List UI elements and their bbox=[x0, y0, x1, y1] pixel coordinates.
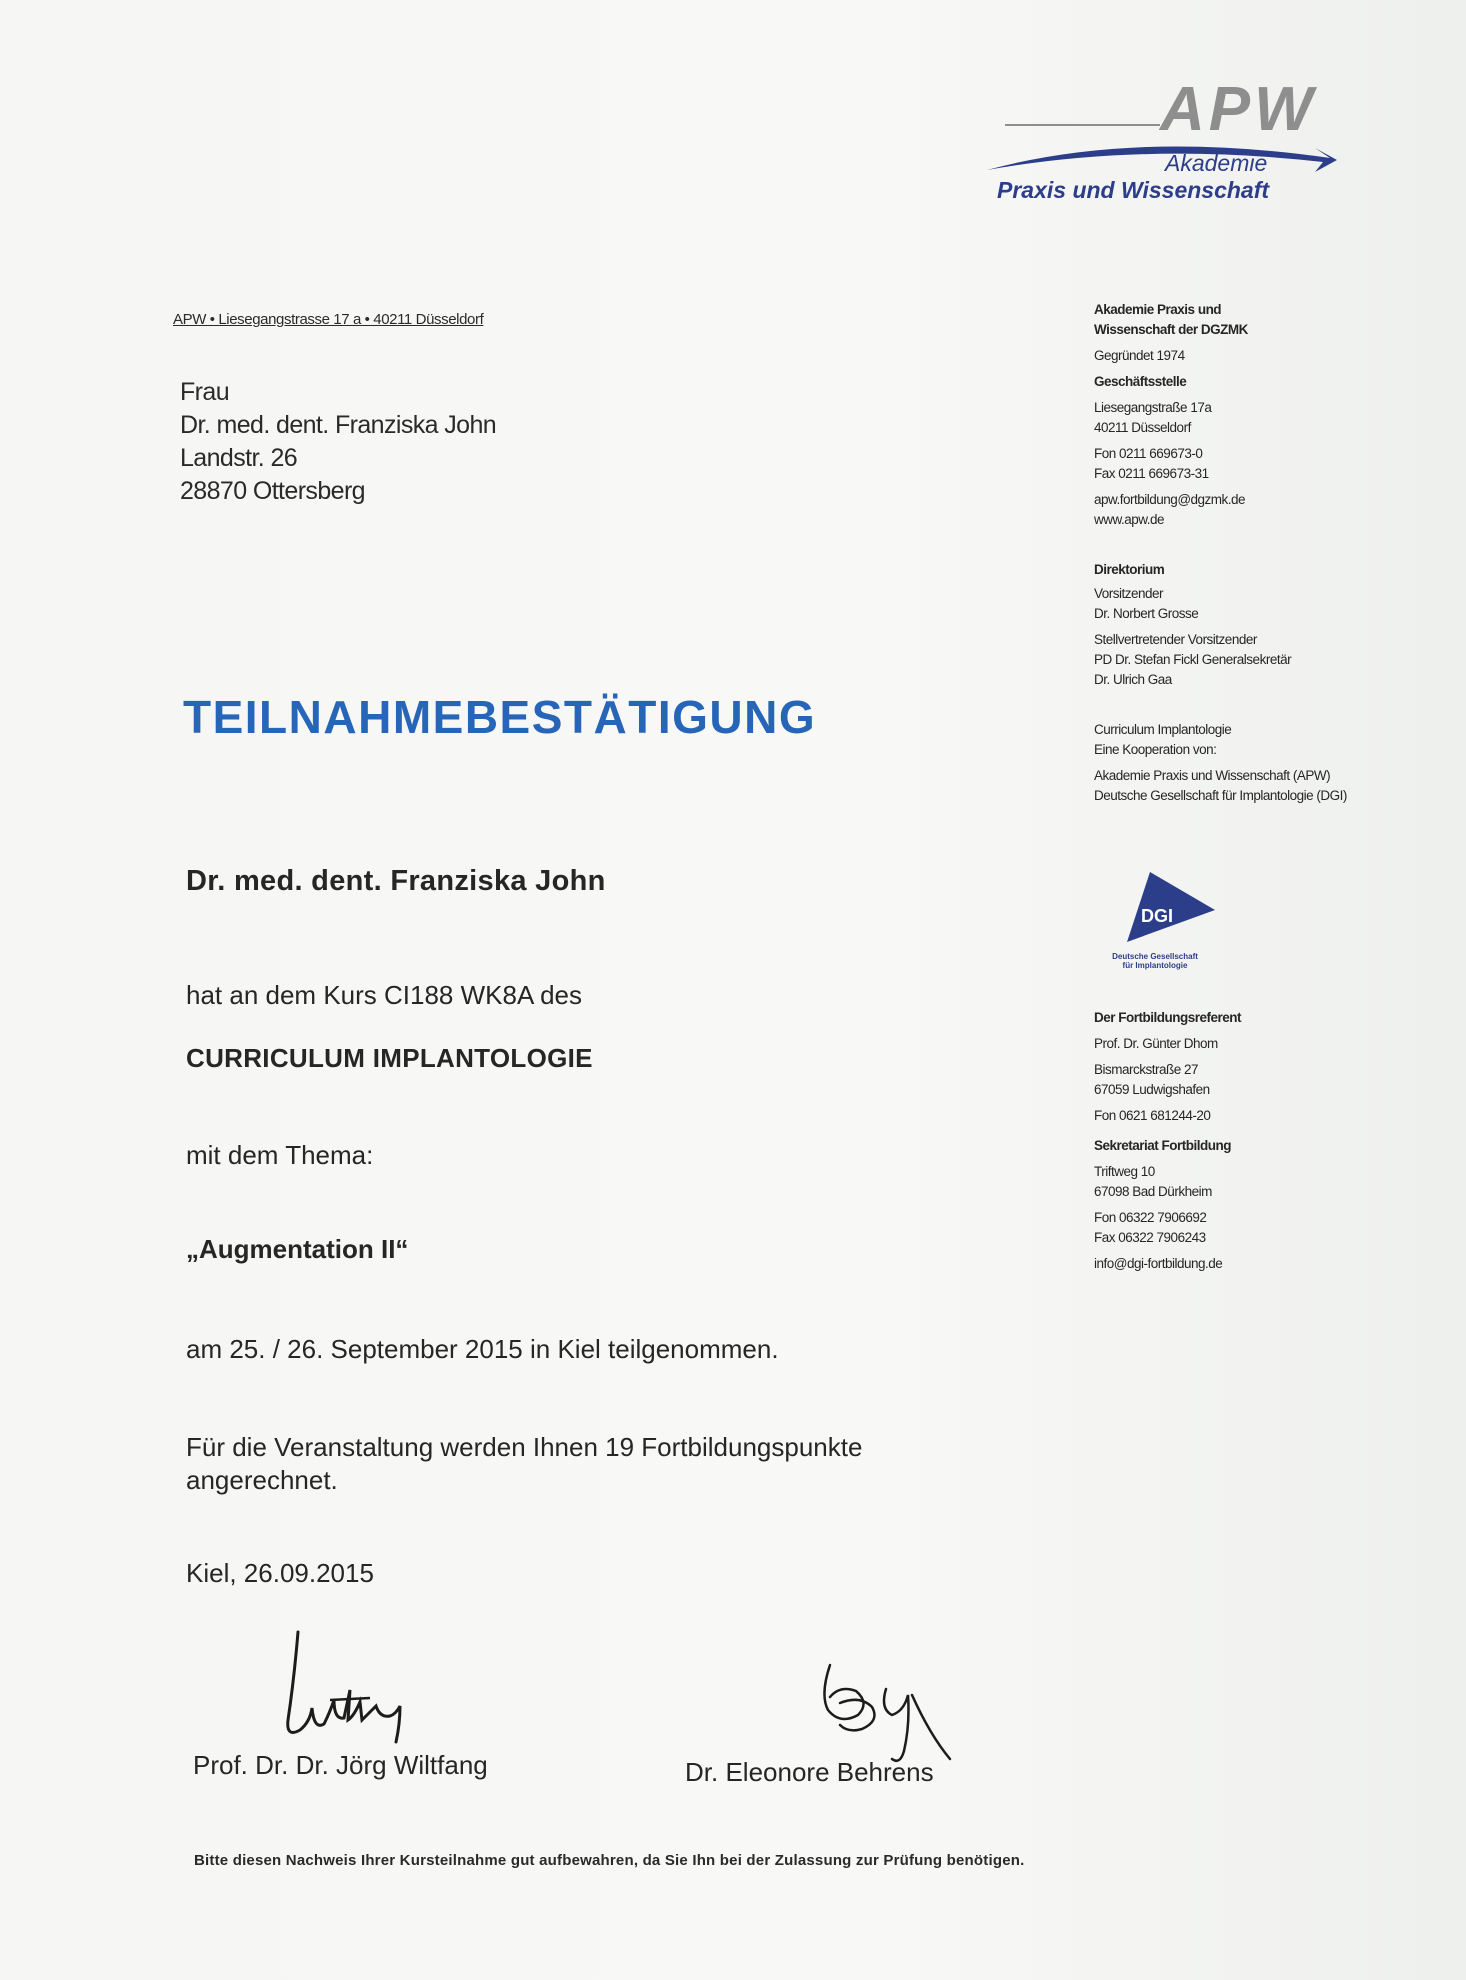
sidebar-coop-label: Eine Kooperation von: bbox=[1094, 742, 1217, 757]
sidebar-office-email: apw.fortbildung@dgzmk.de bbox=[1094, 492, 1246, 507]
sidebar-office-web: www.apw.de bbox=[1094, 512, 1165, 527]
address-name: Dr. med. dent. Franziska John bbox=[180, 411, 497, 439]
topic-label: mit dem Thema: bbox=[186, 1140, 374, 1170]
points-line: Für die Veranstaltung werden Ihnen 19 Fortbildungspunkte angerechnet. bbox=[186, 1432, 863, 1495]
sidebar-deputy-name: PD Dr. Stefan Fickl Generalsekretär bbox=[1094, 652, 1292, 667]
curriculum-name: CURRICULUM IMPLANTOLOGIE bbox=[186, 1043, 593, 1073]
address-salutation: Frau bbox=[180, 378, 230, 406]
address-street: Landstr. 26 bbox=[180, 444, 298, 472]
signer-1-name: Prof. Dr. Dr. Jörg Wiltfang bbox=[193, 1750, 488, 1780]
sidebar-referent-label: Der Fortbildungsreferent bbox=[1094, 1010, 1242, 1025]
sidebar-referent-city: 67059 Ludwigshafen bbox=[1094, 1082, 1210, 1097]
sidebar-coop-dgi: Deutsche Gesellschaft für Implantologie (DGI) bbox=[1094, 788, 1347, 803]
sidebar-sek-street: Triftweg 10 bbox=[1094, 1164, 1155, 1179]
sidebar-coop-apw: Akademie Praxis und Wissenschaft (APW) bbox=[1094, 768, 1331, 783]
sidebar-referent-phone: Fon 0621 681244-20 bbox=[1094, 1108, 1211, 1123]
sidebar-office-street: Liesegangstraße 17a bbox=[1094, 400, 1212, 415]
sidebar-sek-city: 67098 Bad Dürkheim bbox=[1094, 1184, 1212, 1199]
sidebar-sek-phone: Fon 06322 7906692 bbox=[1094, 1210, 1207, 1225]
sidebar-secretary-name: Dr. Ulrich Gaa bbox=[1094, 672, 1172, 687]
sidebar-sekretariat-label: Sekretariat Fortbildung bbox=[1094, 1138, 1232, 1153]
course-line: hat an dem Kurs CI188 WK8A des bbox=[186, 980, 582, 1010]
letterhead-sidebar bbox=[1094, 300, 1434, 806]
footer-note: Bitte diesen Nachweis Ihrer Kursteilnahme gut aufbewahren, da Sie Ihn bei der Zulassung zur Prüfung benötigen. bbox=[194, 1852, 1025, 1869]
dgi-logo-subtitle bbox=[1090, 952, 1220, 970]
sidebar-direktorium-label: Direktorium bbox=[1094, 562, 1165, 577]
date-line: am 25. / 26. September 2015 in Kiel teilgenommen. bbox=[186, 1334, 779, 1364]
sidebar-deputy-label: Stellvertretender Vorsitzender bbox=[1094, 632, 1257, 647]
sidebar-founded: Gegründet 1974 bbox=[1094, 348, 1185, 363]
topic-title: „Augmentation II“ bbox=[186, 1234, 409, 1264]
letterhead-sidebar-lower bbox=[1094, 1008, 1434, 1274]
sidebar-office-city: 40211 Düsseldorf bbox=[1094, 420, 1191, 435]
sidebar-org-line2: Wissenschaft der DGZMK bbox=[1094, 322, 1248, 337]
dgi-sub-line2: für Implantologie bbox=[1122, 961, 1188, 970]
sidebar-referent-name: Prof. Dr. Günter Dhom bbox=[1094, 1036, 1218, 1051]
page-title: TEILNAHMEBESTÄTIGUNG bbox=[183, 691, 817, 743]
place-date: Kiel, 26.09.2015 bbox=[186, 1558, 374, 1588]
sender-return-address: APW • Liesegangstrasse 17 a • 40211 Düsseldorf bbox=[173, 311, 484, 328]
participant-name: Dr. med. dent. Franziska John bbox=[186, 865, 606, 897]
dgi-logo-text: DGI bbox=[1141, 906, 1174, 926]
sidebar-chair-name: Dr. Norbert Grosse bbox=[1094, 606, 1199, 621]
sidebar-sek-email: info@dgi-fortbildung.de bbox=[1094, 1256, 1223, 1271]
address-city: 28870 Ottersberg bbox=[180, 477, 365, 505]
apw-logo-line1: Akademie bbox=[1165, 150, 1268, 176]
apw-logo-line2: Praxis und Wissenschaft bbox=[997, 177, 1270, 203]
sidebar-office-label: Geschäftsstelle bbox=[1094, 374, 1187, 389]
recipient-address bbox=[180, 376, 496, 508]
apw-logo-letters: APW bbox=[1160, 75, 1317, 144]
sidebar-office-fax: Fax 0211 669673-31 bbox=[1094, 466, 1209, 481]
sidebar-referent-street: Bismarckstraße 27 bbox=[1094, 1062, 1199, 1077]
sidebar-sek-fax: Fax 06322 7906243 bbox=[1094, 1230, 1206, 1245]
sidebar-office-phone: Fon 0211 669673-0 bbox=[1094, 446, 1203, 461]
signer-2-name: Dr. Eleonore Behrens bbox=[685, 1757, 934, 1787]
signature-1 bbox=[250, 1620, 450, 1750]
sidebar-chair-label: Vorsitzender bbox=[1094, 586, 1164, 601]
dgi-sub-line1: Deutsche Gesellschaft bbox=[1112, 952, 1198, 961]
sidebar-curriculum-label: Curriculum Implantologie bbox=[1094, 722, 1232, 737]
sidebar-org-line1: Akademie Praxis und bbox=[1094, 302, 1222, 317]
